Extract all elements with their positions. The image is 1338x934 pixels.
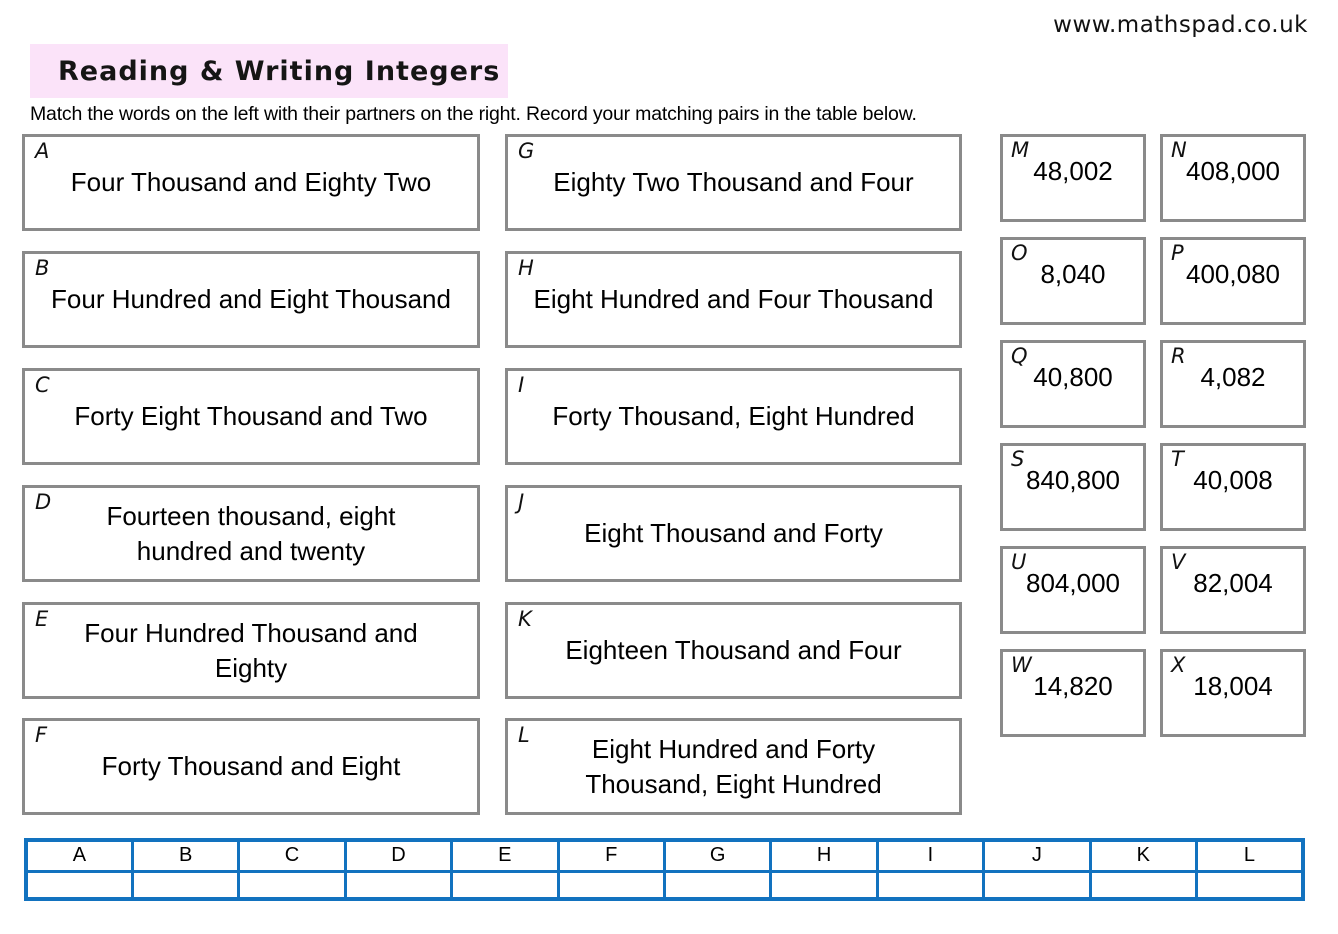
card-value-R: 4,082	[1200, 361, 1266, 392]
answer-col-header-I: I	[877, 840, 983, 871]
card-text-D: Fourteen thousand, eight hundred and twenty	[106, 501, 396, 566]
answer-cell-H[interactable]	[771, 871, 877, 899]
card-value-V: 82,004	[1193, 567, 1273, 598]
title-band	[30, 44, 508, 98]
card-value-P: 400,080	[1186, 258, 1280, 289]
answer-table-input-row	[26, 871, 1303, 899]
card-letter-E: E	[35, 607, 49, 631]
card-letter-F: F	[35, 723, 48, 747]
card-text-G: Eighty Two Thousand and Four	[553, 167, 914, 198]
answer-col-header-G: G	[664, 840, 770, 871]
card-value-T: 40,008	[1193, 464, 1273, 495]
card-letter-D: D	[35, 490, 52, 514]
answer-cell-J[interactable]	[984, 871, 1090, 899]
answer-cell-F[interactable]	[558, 871, 664, 899]
answer-col-header-C: C	[239, 840, 345, 871]
word-card-J[interactable]	[505, 485, 962, 582]
card-value-S: 840,800	[1026, 464, 1120, 495]
site-url: www.mathspad.co.uk	[1053, 12, 1308, 38]
card-value-X: 18,004	[1193, 670, 1273, 701]
answer-col-header-L: L	[1196, 840, 1303, 871]
card-letter-L: L	[518, 723, 530, 747]
word-card-F[interactable]	[22, 718, 480, 815]
instructions-text: Match the words on the left with their partners on the right. Record your matching pairs in the table below.	[30, 103, 917, 125]
card-text-E: Four Hundred Thousand and Eighty	[84, 618, 418, 683]
card-letter-J: J	[518, 490, 525, 514]
card-letter-B: B	[35, 256, 50, 280]
card-letter-S: S	[1011, 447, 1025, 471]
answer-table	[24, 838, 1305, 901]
card-value-M: 48,002	[1033, 155, 1113, 186]
number-card-P[interactable]	[1160, 237, 1306, 325]
answer-col-header-H: H	[771, 840, 877, 871]
word-card-A[interactable]	[22, 134, 480, 231]
word-card-E[interactable]	[22, 602, 480, 699]
card-letter-O: O	[1011, 241, 1028, 265]
number-card-M[interactable]	[1000, 134, 1146, 222]
number-card-R[interactable]	[1160, 340, 1306, 428]
answer-cell-C[interactable]	[239, 871, 345, 899]
answer-cell-I[interactable]	[877, 871, 983, 899]
card-letter-Q: Q	[1011, 344, 1028, 368]
answer-cell-B[interactable]	[132, 871, 238, 899]
word-card-K[interactable]	[505, 602, 962, 699]
answer-col-header-D: D	[345, 840, 451, 871]
card-text-J: Eight Thousand and Forty	[584, 518, 883, 549]
card-text-B: Four Hundred and Eight Thousand	[51, 284, 451, 315]
card-letter-U: U	[1011, 550, 1027, 574]
answer-col-header-A: A	[26, 840, 132, 871]
card-letter-T: T	[1171, 447, 1184, 471]
card-value-O: 8,040	[1040, 258, 1106, 289]
card-letter-I: I	[518, 373, 525, 397]
word-card-H[interactable]	[505, 251, 962, 348]
number-card-N[interactable]	[1160, 134, 1306, 222]
answer-cell-L[interactable]	[1196, 871, 1303, 899]
word-card-L[interactable]	[505, 718, 962, 815]
card-letter-C: C	[35, 373, 50, 397]
answer-col-header-J: J	[984, 840, 1090, 871]
answer-col-header-E: E	[452, 840, 558, 871]
number-card-V[interactable]	[1160, 546, 1306, 634]
card-text-H: Eight Hundred and Four Thousand	[533, 284, 934, 315]
word-card-D[interactable]	[22, 485, 480, 582]
card-text-I: Forty Thousand, Eight Hundred	[552, 401, 915, 432]
number-card-W[interactable]	[1000, 649, 1146, 737]
answer-cell-K[interactable]	[1090, 871, 1196, 899]
card-letter-G: G	[518, 139, 535, 163]
answer-col-header-K: K	[1090, 840, 1196, 871]
card-letter-H: H	[518, 256, 534, 280]
answer-table-header-row	[26, 840, 1303, 871]
word-card-C[interactable]	[22, 368, 480, 465]
page-title: Reading & Writing Integers	[58, 55, 501, 87]
card-letter-P: P	[1171, 241, 1184, 265]
card-value-U: 804,000	[1026, 567, 1120, 598]
word-card-I[interactable]	[505, 368, 962, 465]
card-value-N: 408,000	[1186, 155, 1280, 186]
card-letter-N: N	[1171, 138, 1187, 162]
word-card-G[interactable]	[505, 134, 962, 231]
card-letter-W: W	[1011, 653, 1032, 677]
card-letter-A: A	[35, 139, 50, 163]
card-text-A: Four Thousand and Eighty Two	[70, 167, 432, 198]
number-card-O[interactable]	[1000, 237, 1146, 325]
word-card-B[interactable]	[22, 251, 480, 348]
card-text-K: Eighteen Thousand and Four	[565, 635, 902, 666]
card-text-L: Eight Hundred and Forty Thousand, Eight Hundred	[585, 734, 882, 799]
card-text-C: Forty Eight Thousand and Two	[74, 401, 428, 432]
card-text-F: Forty Thousand and Eight	[101, 751, 401, 782]
answer-col-header-B: B	[132, 840, 238, 871]
number-card-Q[interactable]	[1000, 340, 1146, 428]
card-letter-R: R	[1171, 344, 1186, 368]
card-letter-M: M	[1011, 138, 1030, 162]
card-value-W: 14,820	[1033, 670, 1113, 701]
number-card-X[interactable]	[1160, 649, 1306, 737]
number-card-S[interactable]	[1000, 443, 1146, 531]
answer-cell-G[interactable]	[664, 871, 770, 899]
number-card-U[interactable]	[1000, 546, 1146, 634]
card-letter-X: X	[1171, 653, 1186, 677]
answer-cell-D[interactable]	[345, 871, 451, 899]
number-card-T[interactable]	[1160, 443, 1306, 531]
answer-cell-E[interactable]	[452, 871, 558, 899]
card-letter-V: V	[1171, 550, 1186, 574]
answer-cell-A[interactable]	[26, 871, 132, 899]
card-value-Q: 40,800	[1033, 361, 1113, 392]
answer-col-header-F: F	[558, 840, 664, 871]
card-letter-K: K	[518, 607, 532, 631]
